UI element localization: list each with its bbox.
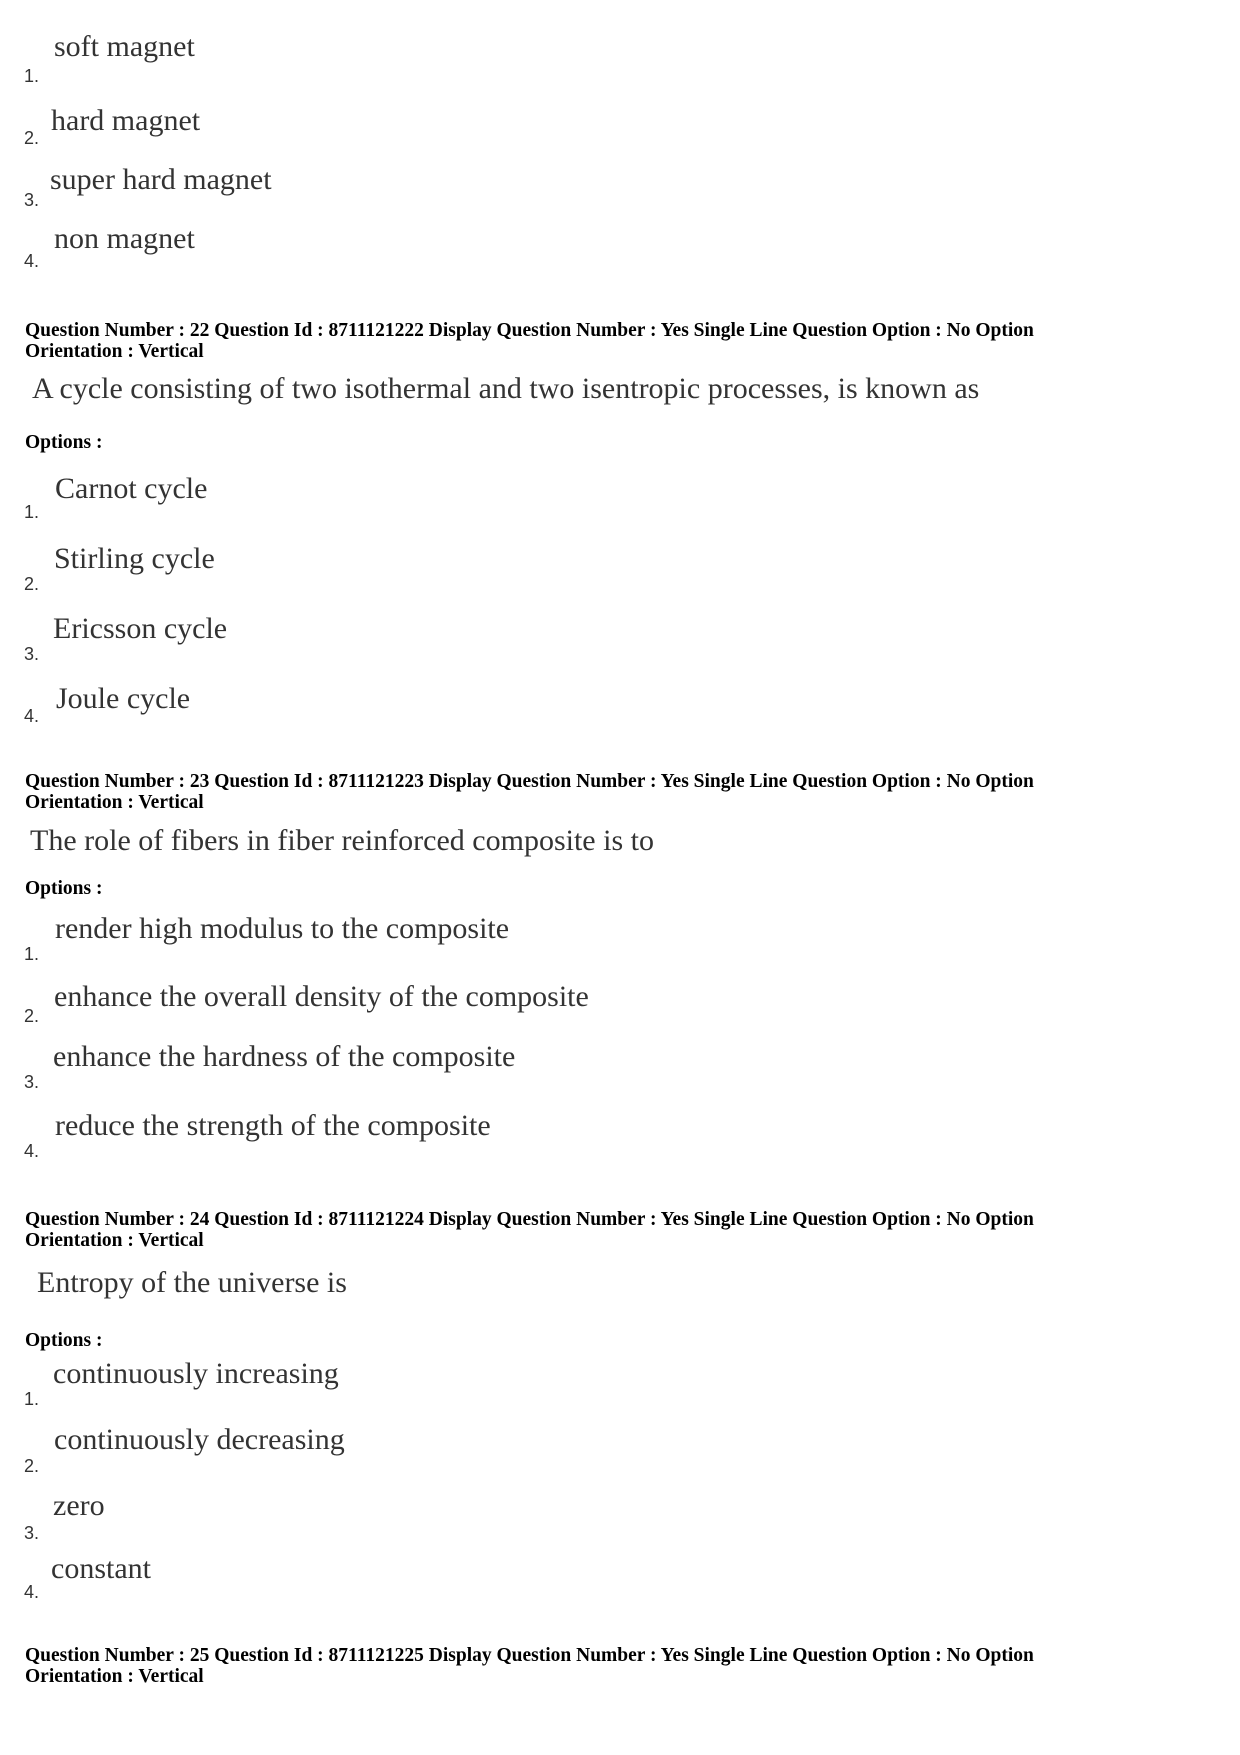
options-label: Options : [25, 878, 103, 899]
option-text: Carnot cycle [55, 472, 208, 505]
option-text: enhance the hardness of the composite [53, 1040, 516, 1073]
option-number: 2. [24, 1456, 40, 1476]
question-meta: Question Number : 22 Question Id : 8711121222 Display Question Number : Yes Single Line Question Option : No Option Orientation : Vertical [25, 320, 1034, 362]
option-text: Joule cycle [56, 682, 191, 715]
question-text: The role of fibers in fiber reinforced composite is to [30, 824, 654, 857]
option-text: Stirling cycle [54, 542, 215, 575]
option-number: 3. [24, 644, 40, 664]
options-label: Options : [25, 432, 103, 453]
option-number: 1. [24, 66, 40, 86]
option-text: Ericsson cycle [53, 612, 228, 645]
option-text: reduce the strength of the composite [55, 1109, 491, 1142]
option-text: continuously increasing [53, 1357, 339, 1390]
option-number: 4. [24, 1141, 40, 1161]
option-text: zero [53, 1489, 105, 1522]
option-number: 1. [24, 502, 40, 522]
option-text: hard magnet [51, 104, 201, 137]
option-number: 1. [24, 1389, 40, 1409]
question-text: A cycle consisting of two isothermal and two isentropic processes, is known as [32, 372, 980, 405]
question-meta: Question Number : 24 Question Id : 8711121224 Display Question Number : Yes Single Line Question Option : No Option Orientation : Vertical [25, 1209, 1034, 1251]
option-number: 4. [24, 706, 40, 726]
option-text: non magnet [54, 222, 195, 255]
option-text: render high modulus to the composite [55, 912, 510, 945]
question-meta: Question Number : 23 Question Id : 8711121223 Display Question Number : Yes Single Line Question Option : No Option Orientation : Vertical [25, 771, 1034, 813]
option-number: 2. [24, 128, 40, 148]
option-text: enhance the overall density of the composite [54, 980, 589, 1013]
option-number: 3. [24, 190, 40, 210]
options-label: Options : [25, 1330, 103, 1351]
option-text: constant [51, 1552, 151, 1585]
question-meta: Question Number : 25 Question Id : 8711121225 Display Question Number : Yes Single Line Question Option : No Option Orientation : Vertical [25, 1645, 1034, 1687]
option-number: 4. [24, 251, 40, 271]
option-number: 4. [24, 1582, 40, 1602]
option-number: 2. [24, 574, 40, 594]
option-number: 3. [24, 1072, 40, 1092]
option-text: continuously decreasing [54, 1423, 345, 1456]
option-text: soft magnet [54, 30, 195, 63]
option-number: 3. [24, 1523, 40, 1543]
question-text: Entropy of the universe is [37, 1266, 347, 1299]
option-text: super hard magnet [50, 163, 272, 196]
option-number: 2. [24, 1006, 40, 1026]
option-number: 1. [24, 944, 40, 964]
